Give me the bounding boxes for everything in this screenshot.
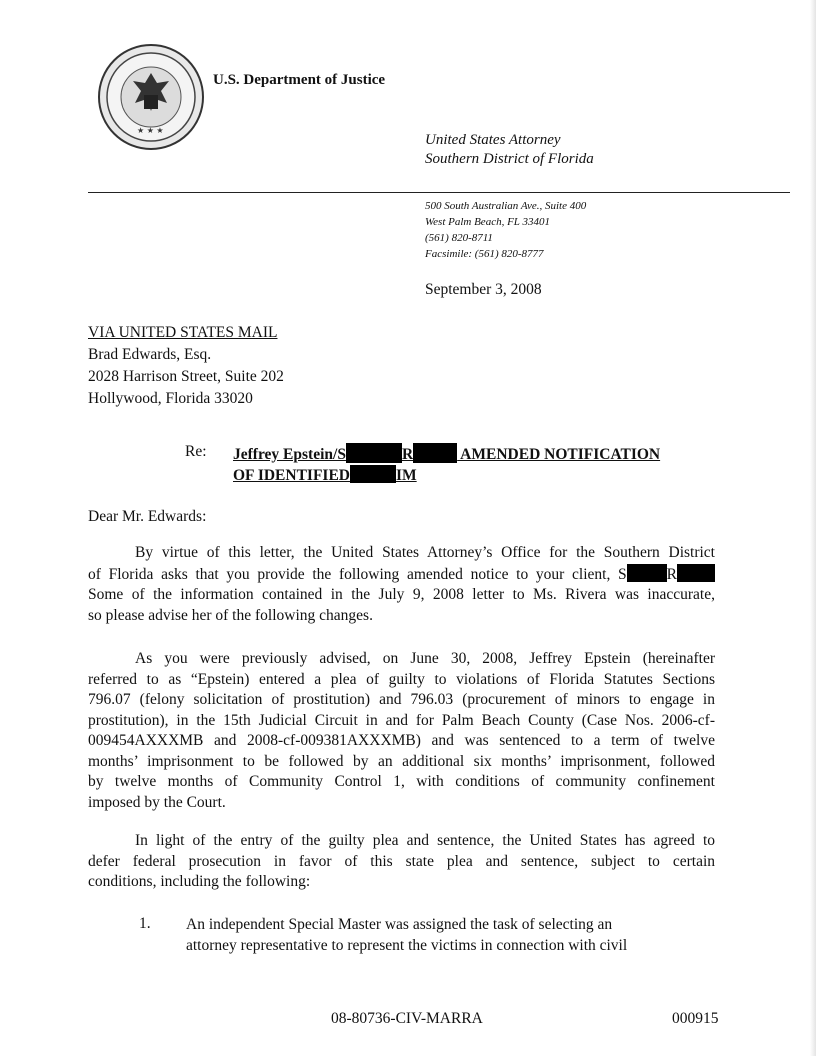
paragraph-1-line-3: Some of the information contained in the July 9, 2008 letter to Ms. Rivera was inaccurate,	[88, 586, 715, 603]
recipient-street: 2028 Harrison Street, Suite 202	[88, 368, 284, 385]
paragraph-2-line: 009454AXXXMB and 2008-cf-009381AXXXMB) and was sentenced to a term of twelve	[88, 732, 715, 749]
re-line2-a: OF IDENTIFIED	[233, 467, 350, 484]
paragraph-2	[88, 649, 715, 813]
office-address	[425, 198, 586, 262]
re-subject-line-2	[233, 465, 660, 486]
re-label: Re:	[185, 443, 207, 460]
phone-number: (561) 820-8711	[425, 232, 493, 244]
redaction-block	[346, 443, 402, 463]
redaction-block	[350, 465, 396, 483]
paragraph-3	[88, 831, 715, 893]
letterhead-divider	[88, 192, 790, 193]
paragraph-1-line-2-a: of Florida asks that you provide the following amended notice to your client, S	[88, 565, 627, 583]
footer-case-number: 08-80736-CIV-MARRA	[331, 1010, 483, 1027]
paragraph-1-line-2	[88, 564, 715, 586]
letter-date: September 3, 2008	[425, 281, 542, 298]
address-line-1: 500 South Australian Ave., Suite 400	[425, 200, 587, 212]
scan-edge-shadow	[810, 0, 816, 1056]
re-subject	[233, 443, 660, 486]
office-name	[425, 131, 594, 169]
re-subject-line-1	[233, 443, 660, 465]
svg-text:★ ★ ★: ★ ★ ★	[137, 126, 164, 135]
paragraph-3-line: In light of the entry of the guilty plea and sentence, the United States has agreed to	[135, 832, 715, 849]
paragraph-2-line: months’ imprisonment to be followed by an additional six months’ imprisonment, followed	[88, 752, 715, 770]
recipient-name: Brad Edwards, Esq.	[88, 346, 212, 363]
agency-name: U.S. Department of Justice	[213, 72, 386, 88]
fax-number: Facsimile: (561) 820-8777	[425, 248, 544, 260]
list-item-text	[186, 915, 668, 956]
recipient-block	[88, 322, 284, 410]
re-part-1: Jeffrey Epstein/S	[233, 446, 346, 463]
paragraph-2-line: referred to as “Epstein) entered a plea of guilty to violations of Florida Statutes Sections	[88, 670, 715, 688]
re-line2-b: IM	[395, 467, 417, 484]
salutation: Dear Mr. Edwards:	[88, 508, 207, 525]
paragraph-1-line-1: By virtue of this letter, the United States Attorney’s Office for the Southern District	[135, 544, 715, 561]
paragraph-3-line: defer federal prosecution in favor of this state plea and sentence, subject to certain	[88, 852, 715, 870]
paragraph-2-line: prostitution), in the 15th Judicial Circuit in and for Palm Beach County (Case Nos. 2006-cf-	[88, 711, 715, 729]
address-line-2: West Palm Beach, FL 33401	[425, 216, 550, 228]
list-item-line-2: attorney representative to represent the victims in connection with civil	[186, 936, 628, 954]
paragraph-1	[88, 543, 715, 626]
re-part-2: R	[401, 446, 414, 463]
doj-seal	[97, 43, 205, 151]
redaction-block	[677, 564, 715, 582]
office-line-2: Southern District of Florida	[425, 151, 594, 167]
paragraph-1-line-2-b: R	[666, 565, 677, 583]
footer-page-number: 000915	[672, 1010, 719, 1027]
list-item-number: 1.	[139, 915, 151, 932]
paragraph-3-line: conditions, including the following:	[88, 873, 311, 890]
paragraph-2-line: imposed by the Court.	[88, 793, 226, 811]
paragraph-1-line-4: so please advise her of the following changes.	[88, 606, 373, 624]
re-part-3: AMENDED NOTIFICATION	[457, 446, 661, 463]
redaction-block	[627, 564, 667, 582]
office-line-1: United States Attorney	[425, 132, 561, 148]
list-item-line-1: An independent Special Master was assigned the task of selecting an	[186, 916, 613, 933]
paragraph-2-line: by twelve months of Community Control 1, with conditions of community confinement	[88, 773, 715, 790]
paragraph-2-line: 796.07 (felony solicitation of prostitution) and 796.03 (procurement of minors to engage in	[88, 691, 715, 708]
recipient-city: Hollywood, Florida 33020	[88, 390, 253, 407]
redaction-block	[413, 443, 457, 463]
paragraph-2-line: As you were previously advised, on June 30, 2008, Jeffrey Epstein (hereinafter	[135, 650, 715, 667]
delivery-method: VIA UNITED STATES MAIL	[88, 324, 278, 341]
